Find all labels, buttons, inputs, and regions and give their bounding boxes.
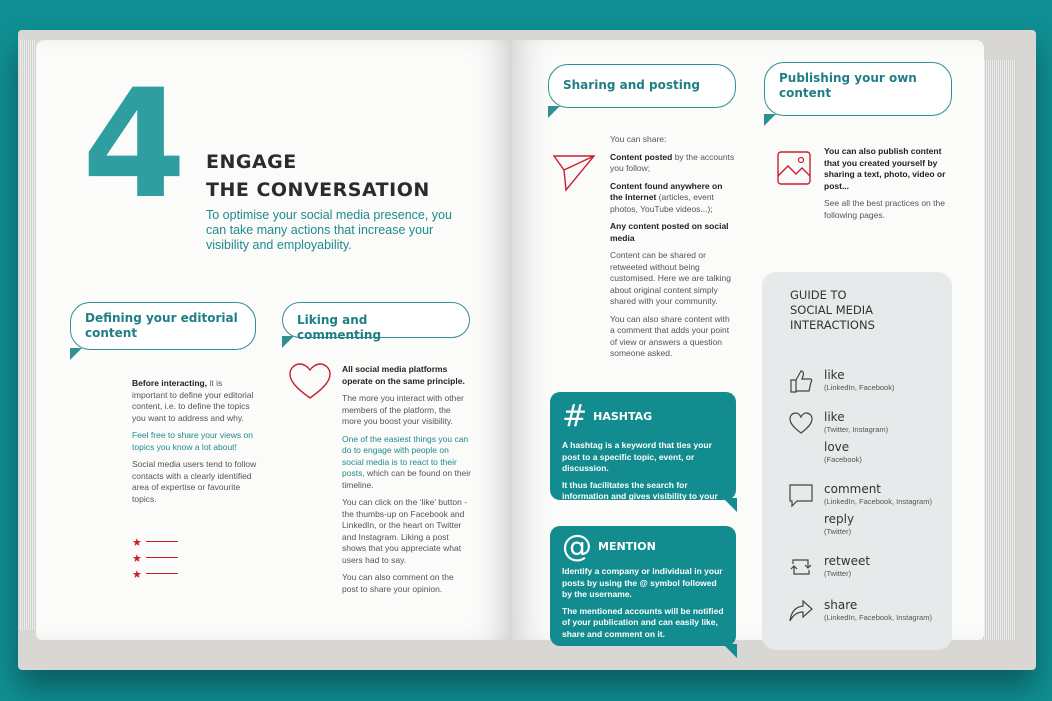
hashtag-card: [550, 392, 736, 513]
chapter-title: [206, 148, 430, 204]
guide-title: [790, 288, 875, 333]
page-edges-right: [982, 60, 1016, 640]
editorial-p2: Feel free to share your views on topics you know a lot about!: [132, 430, 253, 452]
editorial-p1-bold: Before interacting,: [132, 378, 208, 388]
bubble-liking: Liking and commenting: [282, 302, 470, 338]
liking-p1: All social media platforms operate on the same principle.: [342, 364, 465, 386]
publishing-p2: See all the best practices on the following pages.: [824, 198, 945, 220]
bubble-editorial: Defining your editorial content: [70, 302, 256, 350]
guide-item-sub: (Twitter, Instagram): [824, 425, 889, 434]
mention-p1: Identify a company or individual in your posts by using the @ symbol followed by the username.: [562, 566, 723, 599]
sharing-item-3: Any content posted on social media: [610, 221, 729, 243]
sharing-p1: Content can be shared or retweeted without being customised. Here we are talking about original content simply shared with your community.: [610, 250, 731, 306]
guide-title-3: INTERACTIONS: [790, 318, 875, 332]
liking-text: [342, 364, 472, 601]
thumbs-up-icon: [788, 368, 814, 394]
mention-p2: The mentioned accounts will be notified of your publication and can easily like, share and comment on it.: [562, 605, 724, 639]
image-icon: [776, 150, 812, 186]
liking-p5: You can also comment on the post to share your opinion.: [342, 572, 454, 594]
guide-item-name: retweet: [824, 554, 871, 568]
sharing-p2: You can also share content with a comment that adds your point of view or answers a question someone asked.: [610, 313, 730, 358]
bubble-publishing: Publishing your own content: [764, 62, 952, 116]
hashtag-p1: A hashtag is a keyword that ties your post to a specific topic, event, or discussion.: [562, 440, 712, 473]
guide-item-sub: (Twitter): [824, 527, 852, 536]
hashtag-icon: #: [562, 399, 588, 434]
heart-icon: [288, 362, 332, 402]
comment-icon: [788, 482, 814, 508]
editorial-p1: [132, 378, 257, 424]
star-icon: ★: [132, 552, 142, 565]
sharing-item-2-text: (articles, event photos, YouTube videos...);: [610, 192, 714, 214]
retweet-icon: [788, 554, 814, 580]
guide-title-1: GUIDE TO: [790, 288, 847, 302]
sharing-text: [610, 134, 735, 366]
chapter-number: 4: [82, 58, 181, 232]
liking-p3-teal: One of the easiest things you can do to engage with people on social media is to react to their posts,: [342, 433, 469, 478]
mention-card: [550, 526, 736, 646]
title-line-1: ENGAGE: [206, 151, 297, 173]
liking-p3-text: which can be found on their timeline.: [342, 468, 472, 490]
title-line-2: THE CONVERSATION: [206, 179, 430, 201]
heart-icon: [788, 410, 814, 436]
hashtag-title: HASHTAG: [593, 410, 653, 424]
guide-panel: [762, 272, 952, 650]
guide-item-name: love: [824, 440, 850, 454]
guide-title-2: SOCIAL MEDIA: [790, 303, 874, 317]
sharing-item-1-bold: Content posted: [610, 151, 673, 162]
editorial-p3: Social media users tend to follow contacts with a clearly identified area of expertise or favourite topics.: [132, 459, 257, 504]
guide-item-sub: (LinkedIn, Facebook): [824, 383, 895, 392]
paper-plane-icon: [552, 152, 596, 192]
sharing-item-1: [610, 152, 735, 175]
guide-item-sub: (Facebook): [824, 455, 862, 464]
guide-item-name: reply: [824, 512, 855, 526]
guide-item-name: comment: [824, 482, 882, 496]
share-icon: [788, 598, 814, 624]
hashtag-p2: It thus facilitates the search for information and gives visibility to your post.: [562, 479, 718, 513]
liking-p4: You can click on the ‘like’ button - the thumbs-up on Facebook and LinkedIn, or the heart on Twitter and Instagram. Liking a post shows that you appreciate what users had to say.: [342, 497, 468, 565]
editorial-text: [132, 378, 257, 511]
sharing-intro: You can share:: [610, 134, 667, 144]
sharing-item-1-text: by the accounts you follow;: [610, 151, 735, 173]
guide-item-name: like: [824, 410, 845, 424]
editorial-p1-text: it is important to define your editorial content, i.e. to define the topics you want to address and why.: [132, 378, 254, 423]
guide-item-name: like: [824, 368, 845, 382]
publishing-p1: You can also publish content that you created yourself by sharing a text, photo, video or post...: [824, 146, 946, 191]
mention-title: MENTION: [598, 540, 656, 554]
bubble-sharing: Sharing and posting: [548, 64, 736, 108]
guide-item-name: share: [824, 598, 858, 612]
sharing-item-2: [610, 181, 735, 216]
guide-item-sub: (LinkedIn, Facebook, Instagram): [824, 613, 932, 622]
liking-p2: The more you interact with other members of the platform, the more you boost your visibility.: [342, 393, 464, 426]
chapter-lead: To optimise your social media presence, you can take many actions that increase your visibility and employability.: [206, 208, 452, 252]
sharing-item-2-bold: Content found anywhere on the Internet: [610, 180, 723, 202]
guide-item-sub: (Twitter): [824, 569, 852, 578]
page-edges-left: [20, 40, 36, 630]
at-sign-icon: @: [562, 529, 592, 564]
guide-item-sub: (LinkedIn, Facebook, Instagram): [824, 497, 932, 506]
publishing-text: [824, 146, 949, 227]
rating-stars: [132, 534, 178, 582]
star-icon: ★: [132, 568, 142, 581]
liking-p3: [342, 434, 472, 492]
star-icon: ★: [132, 536, 142, 549]
